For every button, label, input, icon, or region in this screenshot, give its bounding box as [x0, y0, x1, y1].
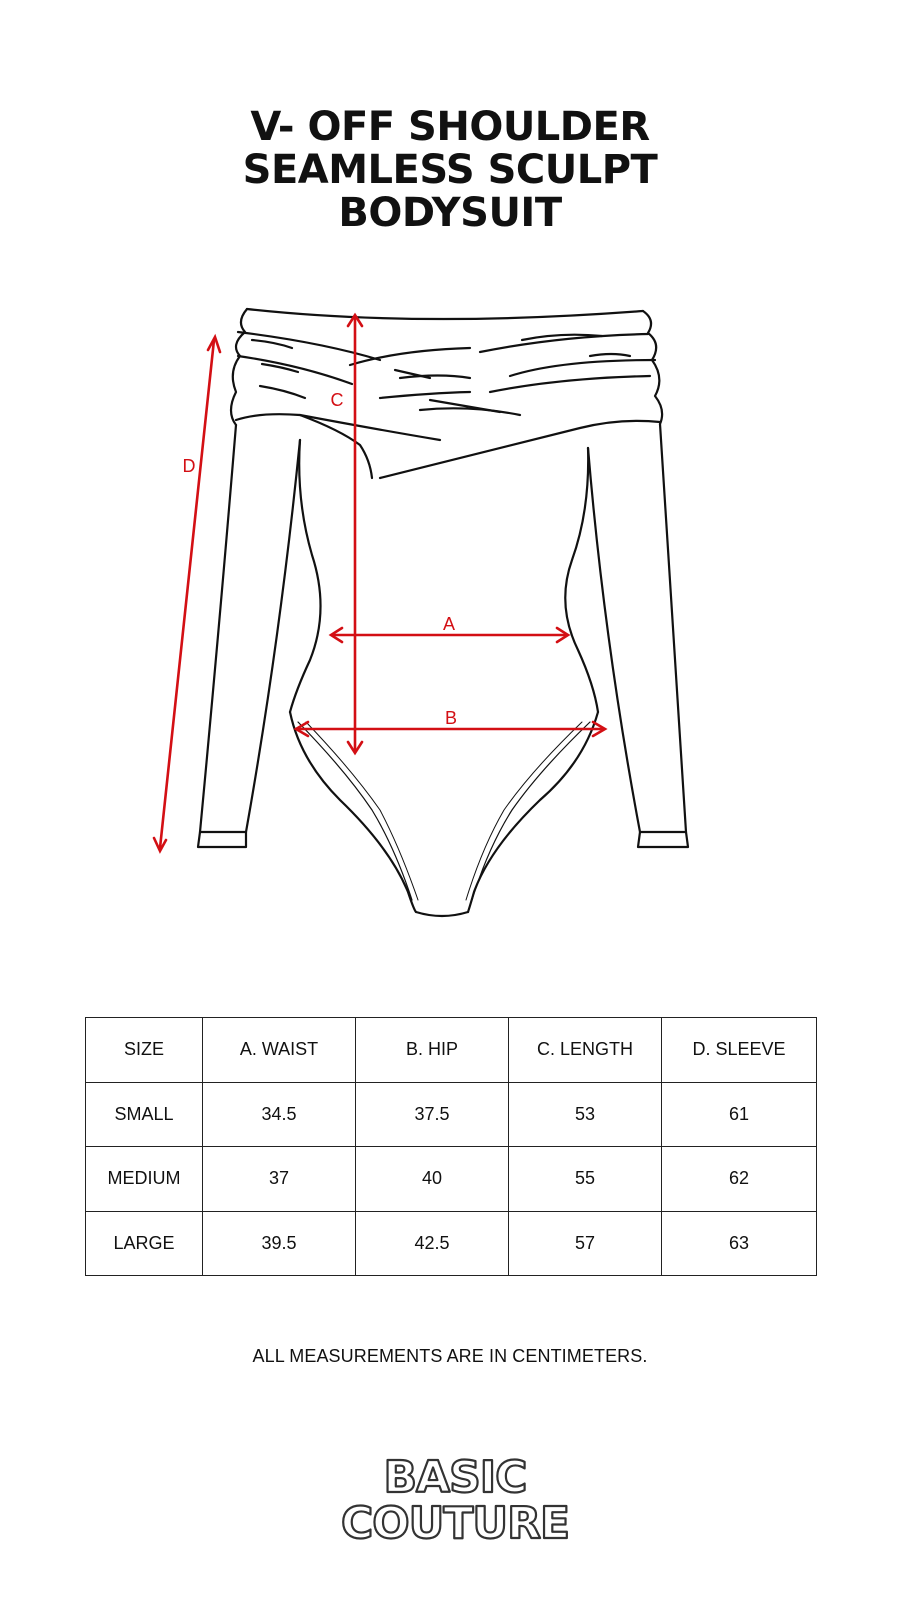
table-row	[86, 1082, 817, 1147]
size-cell: MEDIUM	[86, 1147, 203, 1212]
measurement-note: ALL MEASUREMENTS ARE IN CENTIMETERS.	[252, 1346, 648, 1366]
table-row	[86, 1147, 817, 1212]
table-cell: 57	[509, 1211, 662, 1276]
title-line-3: BODYSUIT	[338, 190, 562, 236]
brand-logo	[335, 1452, 575, 1542]
table-cell: 42.5	[356, 1211, 509, 1276]
header-cell: B. HIP	[356, 1018, 509, 1083]
size-cell: LARGE	[86, 1211, 203, 1276]
table-cell: 37	[203, 1147, 356, 1212]
brand-line-1: BASIC	[383, 1452, 527, 1503]
product-title	[0, 106, 900, 235]
header-cell: D. SLEEVE	[662, 1018, 817, 1083]
table-cell: 40	[356, 1147, 509, 1212]
table-cell: 39.5	[203, 1211, 356, 1276]
header-cell: SIZE	[86, 1018, 203, 1083]
table-header-row	[86, 1018, 817, 1083]
header-cell: A. WAIST	[203, 1018, 356, 1083]
title-line-2: SEAMLESS SCULPT	[242, 147, 658, 193]
table-cell: 37.5	[356, 1082, 509, 1147]
table-cell: 63	[662, 1211, 817, 1276]
bodysuit-diagram	[0, 290, 900, 940]
title-line-1: V- OFF SHOULDER	[250, 104, 650, 150]
label-a: A	[442, 614, 456, 634]
table-cell: 62	[662, 1147, 817, 1212]
header-cell: C. LENGTH	[509, 1018, 662, 1083]
label-d: D	[182, 456, 196, 476]
table-row	[86, 1211, 817, 1276]
brand-line-2: COUTURE	[340, 1498, 570, 1542]
size-cell: SMALL	[86, 1082, 203, 1147]
size-chart-table	[85, 1017, 817, 1276]
table-cell: 55	[509, 1147, 662, 1212]
table-cell: 34.5	[203, 1082, 356, 1147]
table-cell: 53	[509, 1082, 662, 1147]
table-cell: 61	[662, 1082, 817, 1147]
bodysuit-outline	[198, 309, 688, 916]
label-c: C	[330, 390, 344, 410]
label-b: B	[444, 708, 458, 728]
